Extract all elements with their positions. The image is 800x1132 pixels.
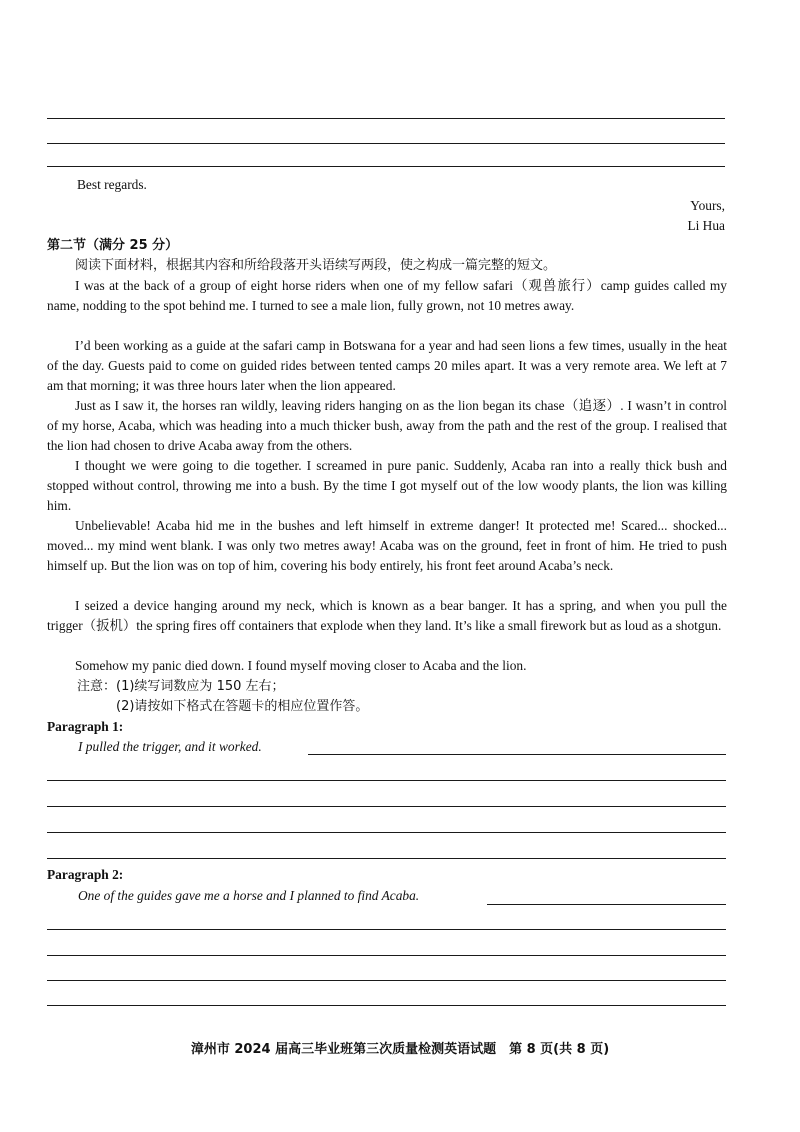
paragraph-2-opening: One of the guides gave me a horse and I planned to find Acaba.: [78, 888, 420, 903]
story-paragraph-6: I seized a device hanging around my neck, which is known as a bear banger. It has a spring, and when you pull the trigger（扳机）the spring fires off containers that explode when they land. It’s like a small firework but as loud as a shotgun.: [47, 598, 727, 633]
letter-signature: Li Hua: [687, 218, 725, 233]
story-paragraph-2: I’d been working as a guide at the safari camp in Botswana for a year and had seen lions a few times, usually in the heat of the day. Guests paid to come on guided rides between tented camps 20 miles apart. It was a very remote area. We left at 7 am that morning; it was three hours later when the lion appeared.: [47, 338, 727, 393]
paragraph-2-answer-line: [47, 980, 726, 981]
paragraph-1-answer-line: [308, 754, 726, 755]
letter-sign-off: Yours,: [690, 198, 725, 213]
story-paragraph-3: Just as I saw it, the horses ran wildly, leaving riders hanging on as the lion began its chase（追逐）. I wasn’t in control of my horse, Acaba, which was heading into a much thicker bush, away from the path and the rest of the group. I realised that the lion had chosen to drive Acaba away from the others.: [47, 398, 727, 453]
section-instruction: 阅读下面材料，根据其内容和所给段落开头语续写两段，使之构成一篇完整的短文。: [75, 258, 557, 273]
section-points: （满分 25 分）: [86, 238, 179, 253]
story-paragraph-5: Unbelievable! Acaba hid me in the bushes and left himself in extreme danger! It protected me! Scared... shocked... moved... my mind went blank. I was only two metres away! Acaba was on the ground, feet in front of him. He tried to push himself up. But the lion was on top of him, covering his body entirely, his front feet around Acaba’s neck.: [47, 518, 727, 573]
paragraph-1-answer-line: [47, 858, 726, 859]
section-title: 第二节: [47, 238, 87, 253]
paragraph-1-answer-line: [47, 832, 726, 833]
notes-item-1: (1)续写词数应为 150 左右；: [116, 679, 285, 694]
notes-line-1: [77, 677, 285, 697]
paragraph-2-answer-line: [47, 1005, 726, 1006]
paragraph-1-answer-line: [47, 780, 726, 781]
paragraph-1-opening: I pulled the trigger, and it worked.: [78, 739, 262, 754]
answer-line: [47, 118, 725, 119]
paragraph-2-answer-line: [47, 955, 726, 956]
section-heading: [47, 236, 178, 256]
page-footer: 漳州市 2024 届高三毕业班第三次质量检测英语试题 第 8 页(共 8 页): [190, 1042, 610, 1057]
notes-label: 注意：: [77, 679, 117, 694]
paragraph-1-label: Paragraph 1:: [47, 719, 124, 734]
paragraph-2-answer-line: [487, 904, 726, 905]
story-paragraph-4: I thought we were going to die together. I screamed in pure panic. Suddenly, Acaba ran into a really thick bush and stopped without control, throwing me into a bush. By the time I got myself out of the low woody plants, the lion was killing him.: [47, 458, 727, 513]
story-paragraph-1: I was at the back of a group of eight horse riders when one of my fellow safari（观兽旅行）camp guides called my name, nodding to the spot behind me. I turned to see a male lion, fully grown, not 10 metres away.: [47, 278, 727, 313]
letter-closing: Best regards.: [77, 177, 147, 192]
paragraph-2-label: Paragraph 2:: [47, 867, 124, 882]
answer-line: [47, 143, 725, 144]
paragraph-2-answer-line: [47, 929, 726, 930]
story-paragraph-7: Somehow my panic died down. I found myself moving closer to Acaba and the lion.: [75, 658, 527, 673]
paragraph-1-answer-line: [47, 806, 726, 807]
answer-line: [47, 166, 725, 167]
notes-item-2: (2)请按如下格式在答题卡的相应位置作答。: [116, 699, 369, 714]
